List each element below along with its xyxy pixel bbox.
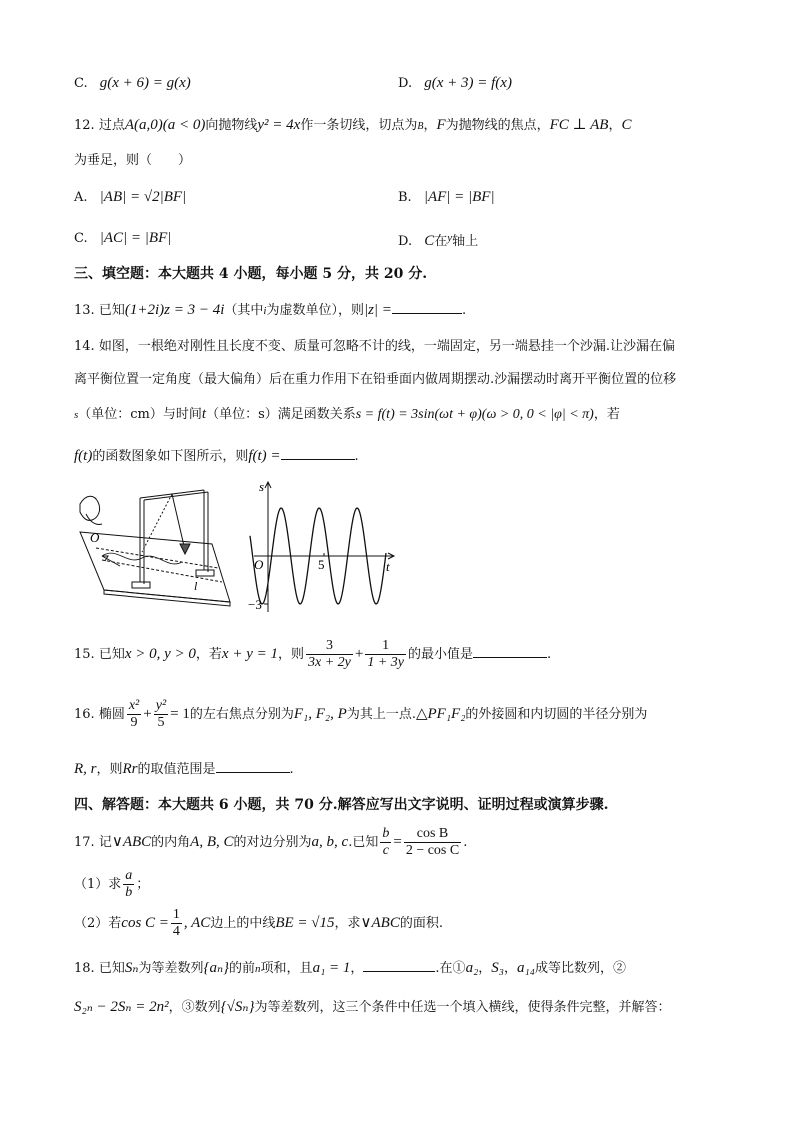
text: 的取值范围是 [137, 762, 216, 777]
text: 轴上 [452, 234, 479, 249]
math: C [621, 117, 632, 133]
option-math: |AF| = |BF| [423, 189, 495, 205]
math: △PF₁F₂ [415, 706, 466, 722]
pendulum-apparatus-figure [72, 486, 242, 610]
graph-label-t: t [386, 559, 390, 574]
fraction [123, 868, 134, 901]
numerator: b [382, 826, 390, 841]
text: . [461, 303, 467, 318]
section-4-title: 四、解答题：本大题共 6 小题，共 70 分.解答应写出文字说明、证明过程或演算步骤. [74, 797, 609, 813]
option-math: |AB| = √2|BF| [99, 189, 187, 205]
q18-line1 [74, 957, 626, 979]
answer-blank[interactable] [216, 758, 290, 773]
text: 的前 [229, 961, 256, 976]
part-label: （1）求 [74, 877, 122, 892]
q12-option-b [398, 187, 495, 208]
text: 为等差数列，这三个条件中任选一个填入横线，使得条件完整，并解答： [254, 1000, 671, 1015]
graph-label-origin: O [254, 557, 264, 572]
denominator: 5 [157, 715, 165, 730]
text: 为其上一点. [346, 707, 416, 722]
math: ∨ABC [111, 834, 152, 850]
q18-line2 [74, 997, 670, 1018]
math: x > 0, y > 0 [124, 646, 196, 662]
math: x + y = 1 [221, 646, 278, 662]
math: cos C = [121, 915, 169, 931]
text: ，求 [334, 916, 361, 931]
option-math: g(x + 3) = f(x) [424, 75, 512, 91]
text: ，则 [96, 762, 123, 777]
q12-option-c [74, 228, 171, 249]
q16-line1 [74, 694, 647, 735]
math: Sₙ [124, 960, 139, 976]
operator: + [143, 706, 152, 722]
figure-label-o: O [90, 530, 100, 545]
fraction [154, 698, 168, 731]
math: f(t) = [248, 448, 281, 464]
option-math: g(x + 6) = g(x) [99, 75, 191, 91]
math: {aₙ} [203, 960, 230, 976]
q17-stem [74, 822, 467, 863]
text: ， [478, 961, 492, 976]
math: a₂ [465, 960, 479, 976]
text: 在 [434, 234, 448, 249]
q14-line4 [74, 445, 359, 467]
math: i [263, 305, 267, 317]
text: 边上的中线 [210, 916, 276, 931]
math: t [201, 406, 207, 422]
q16-line2 [74, 758, 294, 780]
q11-option-c [74, 73, 191, 94]
text: 椭圆 [98, 707, 125, 722]
text: 的最小值是 [408, 647, 474, 662]
math: S₂ₙ − 2Sₙ = 2n² [74, 999, 169, 1015]
math: F₁, F₂, P [293, 706, 347, 722]
question-number: 18. [74, 961, 95, 976]
text: 的对边分别为 [233, 835, 312, 850]
text: （其中 [224, 303, 264, 318]
graph-label-s: s [259, 479, 265, 494]
math: FC ⊥ AB [549, 117, 609, 133]
denominator: 1 + 3y [367, 655, 405, 670]
answer-blank[interactable] [281, 445, 355, 460]
q17-part1 [74, 867, 149, 903]
math: y² = 4x [257, 117, 301, 133]
q11-option-d [398, 73, 512, 94]
text: 的左右焦点分别为 [189, 707, 294, 722]
option-label: C. [74, 76, 88, 91]
fraction [365, 638, 406, 671]
text: 的函数图象如下图所示，则 [92, 449, 249, 464]
numerator: 1 [172, 907, 180, 922]
denominator: c [382, 843, 389, 858]
numerator: a [125, 868, 133, 883]
numerator: 3 [306, 638, 353, 655]
text: ，若 [195, 647, 222, 662]
q12-option-a [74, 187, 186, 208]
math: f(t) [74, 448, 93, 464]
text: ，若 [593, 407, 620, 422]
text: ； [136, 877, 150, 892]
text: 项和，且 [260, 961, 313, 976]
text: ， [423, 118, 437, 133]
numerator: x² [128, 698, 140, 713]
option-label: D. [398, 234, 413, 249]
text: 为等差数列 [138, 961, 204, 976]
section-3-title: 三、填空题：本大题共 4 小题，每小题 5 分，共 20 分. [74, 266, 428, 282]
q12-stem-line1 [74, 115, 632, 137]
graph-label-5: 5 [318, 557, 325, 572]
math: BE = √15 [275, 915, 335, 931]
numerator: 1 [365, 638, 406, 655]
fraction [404, 826, 461, 859]
math: s = f(t) = 3sin(ωt + φ)(ω > 0, 0 < |φ| < π) [355, 407, 594, 422]
fraction [306, 638, 353, 671]
text: 已知 [98, 303, 125, 318]
question-number: 15. [74, 647, 95, 662]
question-number: 13. [74, 303, 95, 318]
denominator: 4 [172, 924, 180, 939]
math: S₃ [491, 960, 505, 976]
answer-blank[interactable] [363, 957, 435, 972]
text: 的外接圆和内切圆的半径分别为 [465, 707, 648, 722]
math: Rr [122, 761, 138, 777]
text: 向抛物线 [205, 118, 258, 133]
math: a₁ = 1 [312, 960, 351, 976]
math: |z| = [363, 302, 392, 318]
q14-line2: 离平衡位置一定角度（最大偏角）后在重力作用下在铅垂面内做周期摆动.沙漏摆动时离开平衡位置的位移 [74, 372, 677, 387]
text: 的内角 [151, 835, 191, 850]
math: s [74, 409, 79, 421]
math: R, r [74, 761, 97, 777]
text: ，③数列 [168, 1000, 221, 1015]
math: a₁₄ [517, 960, 535, 976]
option-label: A. [74, 190, 88, 205]
math: n [255, 963, 261, 975]
fraction [171, 907, 182, 940]
operator: = [393, 834, 402, 850]
part-label: （2）若 [74, 916, 122, 931]
text: 已知 [98, 647, 125, 662]
math: ∨ABC [360, 915, 400, 931]
text: . [463, 835, 468, 850]
text: .在① [435, 961, 466, 976]
question-number: 16. [74, 707, 95, 722]
q15 [74, 634, 551, 675]
text: 成等比数列，② [534, 961, 626, 976]
text: ， [608, 118, 622, 133]
math: A(a,0)(a < 0) [124, 117, 206, 133]
numerator: cos B [404, 826, 461, 843]
text: . [354, 449, 359, 464]
q14-line1 [74, 337, 675, 357]
text: 为虚数单位），则 [266, 303, 364, 318]
text: . [547, 647, 552, 662]
math: , AC [183, 915, 211, 931]
graph-label-neg3: −3 [248, 597, 262, 612]
option-math: y [447, 232, 453, 244]
text: （单位：s）满足函数关系 [206, 407, 356, 422]
question-number: 12. [74, 118, 95, 133]
q14-line3 [74, 404, 620, 425]
text: 为抛物线的焦点， [445, 118, 550, 133]
denominator: 3x + 2y [308, 655, 351, 670]
sine-graph [244, 476, 404, 618]
math: A, B, C [190, 834, 234, 850]
text: （单位：cm）与时间 [78, 407, 202, 422]
text: . [289, 762, 294, 777]
q13 [74, 299, 466, 321]
question-number: 14. [74, 339, 95, 354]
fraction [127, 698, 141, 731]
math: F [436, 117, 446, 133]
q12-option-d [398, 228, 478, 252]
math: (1+2i)z = 3 − 4i [124, 302, 225, 318]
figure-label-l: l [194, 579, 198, 593]
math: a, b, c [311, 834, 349, 850]
text: 记 [98, 835, 112, 850]
option-label: D. [398, 76, 413, 91]
math: B [417, 121, 424, 132]
option-label: B. [398, 190, 412, 205]
text: 过点 [98, 118, 125, 133]
text: 已知 [98, 961, 125, 976]
question-number: 17. [74, 835, 95, 850]
math: {√Sₙ} [220, 999, 255, 1015]
answer-blank[interactable] [392, 299, 462, 314]
text: ，则 [277, 647, 304, 662]
answer-blank[interactable] [473, 643, 547, 658]
text: 作一条切线，切点为 [300, 118, 418, 133]
q17-part2 [74, 905, 443, 942]
operator: = 1 [170, 706, 190, 722]
text: 的面积. [399, 916, 443, 931]
denominator: 9 [130, 715, 138, 730]
text: ， [504, 961, 518, 976]
option-label: C. [74, 231, 88, 246]
fraction [380, 826, 391, 859]
text: 如图，一根绝对刚性且长度不变、质量可忽略不计的线，一端固定，另一端悬挂一个沙漏.让沙漏在偏 [98, 339, 675, 354]
text: ， [350, 961, 364, 976]
text: .已知 [348, 835, 379, 850]
denominator: b [125, 885, 133, 900]
denominator: 2 − cos C [405, 843, 460, 858]
operator: + [354, 646, 364, 662]
numerator: y² [155, 698, 167, 713]
option-math: C [424, 233, 435, 249]
q12-stem-line2: 为垂足，则（ ） [74, 153, 192, 168]
option-math: |AC| = |BF| [99, 230, 172, 246]
